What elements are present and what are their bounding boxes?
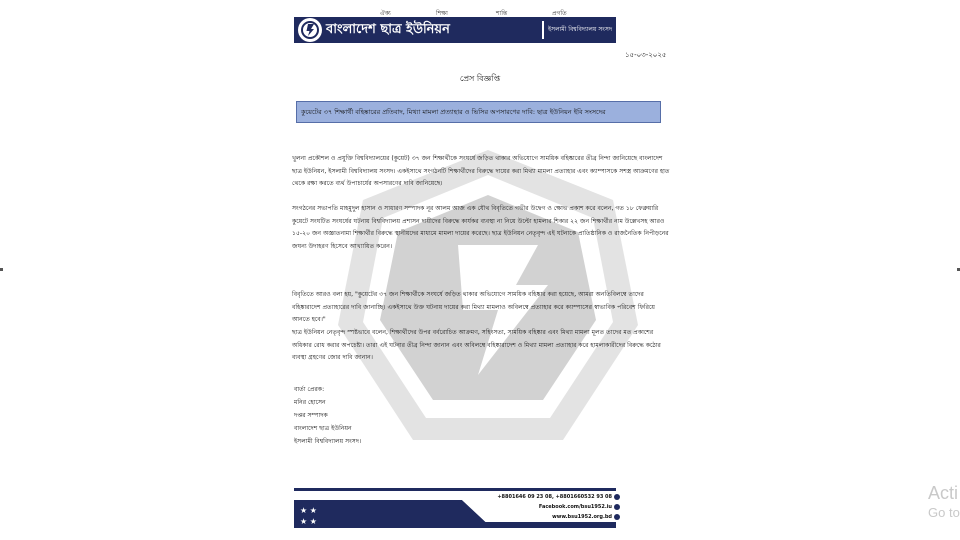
website-text: www.bsu1952.org.bd	[552, 514, 612, 520]
globe-icon	[614, 514, 620, 520]
body-paragraph: বিবৃতিতে আরও বলা হয়, "কুয়েটের ৩৭ জন শিক্ষার্থীকে সংঘর্ষে জড়িত থাকার অভিযোগে সাময়িক বহিষ্কার করা হয়েছে, আমরা অনতিবিলম্বে তাদের বহিষ্কারাদেশ প্রত্যাহারের দাবি জানাচ্ছি। একইসাথে উক্ত ঘটনায় দায়ের করা মিথ্যা মামলাও অবিলম্বে প্রত্যাহার করে ক্যাম্পাসের স্বাভাবিক পরিবেশ ফিরিয়ে আনতে হবে।"	[292, 291, 656, 323]
press-release-title: প্রেস বিজ্ঞপ্তি	[459, 74, 501, 83]
contact-info	[497, 492, 620, 522]
windows-activation-watermark	[928, 482, 960, 522]
headline-banner: কুয়েটের ৩৭ শিক্ষার্থী বহিষ্কারের প্রতিবাদ, মিথ্যা মামলা প্রত্যাহার ও ভিসির অপসারণের দাবি: ছাত্র ইউনিয়ন ইবি সংসদের	[296, 101, 661, 123]
phone-text: +8801646 09 23 08, +8801660532 93 08	[497, 494, 612, 500]
facebook-text: Facebook.com/bsu1952.iu	[538, 504, 612, 510]
unit-name: ইসলামী বিশ্ববিদ্যালয় সংসদ	[542, 21, 612, 39]
body-paragraph: ছাত্র ইউনিয়ন নেতৃবৃন্দ স্পষ্টভাবে বলেন, শিক্ষার্থীদের উপর বর্বরোচিত আক্রমণ, সহিংসতা, সাময়িক বহিষ্কার এবং মিথ্যা মামলা মূলত তাদের মত প্রকাশের অধিকার রোধ করার অপচেষ্টা। তারা এই ঘটনার তীব্র নিন্দা জানান এবং অবিলম্বে বহিষ্কারাদেশ ও মিথ্যা মামলা প্রত্যাহার করে হামলাকারীদের বিরুদ্ধে কঠোর ব্যবস্থা গ্রহণের জোর দাবি জানান।	[292, 329, 661, 361]
phone-icon	[614, 494, 620, 500]
press-release-page	[280, 0, 680, 540]
facebook-icon	[614, 504, 620, 510]
body-paragraph: খুলনা প্রকৌশল ও প্রযুক্তি বিশ্ববিদ্যালয়ের (কুয়েট) ৩৭ জন শিক্ষার্থীকে সংঘর্ষে জড়িত থাকার অভিযোগে সাময়িক বহিষ্কারের তীব্র নিন্দা জানিয়েছে বাংলাদেশ ছাত্র ইউনিয়ন, ইসলামী বিশ্ববিদ্যালয় সংসদ। একইসাথে সংগঠনটি শিক্ষার্থীদের বিরুদ্ধে দায়ের করা মিথ্যা মামলা প্রত্যাহার এবং ক্যাম্পাসকে সশস্ত্র আক্রমণের হাত থেকে রক্ষা করতে ব্যর্থ উপাচার্যের অপসারণের দাবি জানিয়েছে।	[292, 155, 670, 187]
signature-line: বার্তা প্রেরক:	[294, 386, 325, 393]
svg-text:★ ★: ★ ★	[300, 517, 317, 526]
organization-name: বাংলাদেশ ছাত্র ইউনিয়ন	[326, 21, 450, 37]
activation-title: Acti	[928, 483, 959, 503]
motto-word: ঐক্য	[380, 10, 391, 17]
signature-line: দপ্তর সম্পাদক	[294, 412, 328, 419]
motto-word: শান্তি	[496, 10, 508, 17]
signature-block	[294, 383, 361, 448]
motto-word: শিক্ষা	[436, 10, 448, 17]
organization-logo-icon	[298, 18, 322, 42]
activation-hint: Go to	[928, 505, 960, 520]
release-date: ১৫-০৩-২০২৫	[625, 51, 667, 59]
footer-rule	[294, 488, 616, 491]
left-edge-mark	[0, 268, 3, 271]
body-paragraph: সংগঠনের সভাপতি মাহমুদুল হাসান ও সাধারণ সম্পাদক নূর আলম আজ এক যৌথ বিবৃতিতে গভীর উদ্বেগ ও ক্ষোভ প্রকাশ করে বলেন, গত ১৮ ফেব্রুয়ারি কুয়েটে সংঘটিত সংঘর্ষের ঘটনায় বিশ্ববিদ্যালয় প্রশাসন দায়ীদের বিরুদ্ধে কার্যকর ব্যবস্থা না নিয়ে উল্টো হামলার শিকার ২২ জন শিক্ষার্থীর নাম উল্লেখসহ আরও ১৫-২০ জন অজ্ঞাতনামা শিক্ষার্থীর বিরুদ্ধে স্থানীয়দের মাধ্যমে মামলা দায়ের করেছে। ছাত্র ইউনিয়ন নেতৃবৃন্দ এই ঘটনাকে প্রাতিষ্ঠানিক ও রাজনৈতিক নিপীড়নের জঘন্য উদাহরণ হিসেবে আখ্যায়িত করেন।	[292, 205, 669, 250]
letterhead-banner	[294, 17, 616, 43]
signature-line: মনির হোসেন	[294, 399, 326, 406]
signature-line: বাংলাদেশ ছাত্র ইউনিয়ন	[294, 425, 352, 432]
motto-word: প্রগতি	[552, 10, 567, 17]
svg-text:★ ★: ★ ★	[300, 506, 317, 515]
signature-line: ইসলামী বিশ্ববিদ্যালয় সংসদ।	[294, 438, 362, 445]
